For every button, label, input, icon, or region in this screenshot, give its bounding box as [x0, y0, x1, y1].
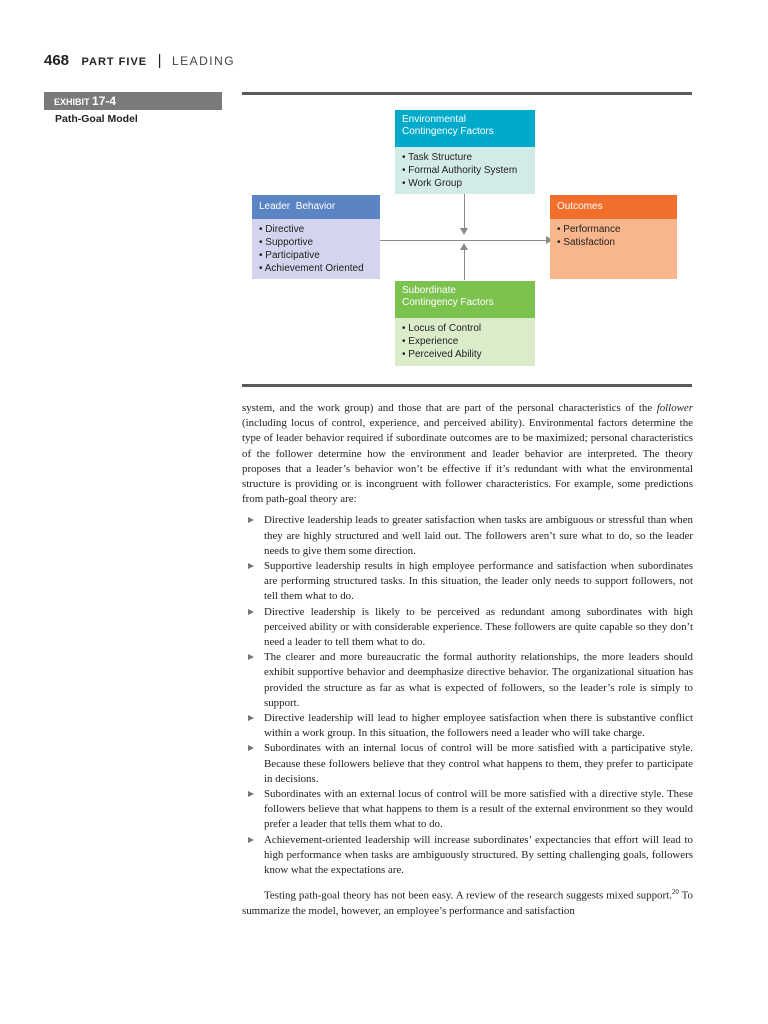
- leader-item: • Participative: [259, 249, 373, 262]
- intro-part-a: system, and the work group) and those that are part of the personal characteristics of the: [242, 402, 657, 414]
- list-item: [242, 559, 693, 605]
- triangle-bullet-icon: [248, 609, 254, 615]
- sub-item: • Perceived Ability: [402, 348, 528, 361]
- page-number: 468: [44, 52, 70, 69]
- section-label: LEADING: [171, 54, 236, 68]
- connector-horizontal: [380, 240, 550, 241]
- list-item-text: Achievement-oriented leadership will increase subordinates’ expectancies that effort will lead to high performance when tasks are ambiguously structured. By setting challenging goals, followers know what the expectations are.: [264, 833, 693, 877]
- triangle-bullet-icon: [248, 654, 254, 660]
- list-item: [242, 650, 693, 711]
- intro-part-b: (including locus of control, experience, and perceived ability). Environmental factors determine the type of leader behavior required if subordinate outcomes are to be maximized; personal characteristics of the follower determine how the environment and leader behavior are interpreted. The theory proposes that a leader’s behavior won’t be effective if it’s redundant with what the environmental structure is providing or is incongruent with follower characteristics. For example, some predictions from path-goal theory are:: [242, 417, 693, 506]
- outcomes-box: [550, 195, 677, 279]
- list-item-text: Subordinates with an external locus of control will be more satisfied with a directive style. These followers believe that what happens to them is a result of the external environment so they would prefer a leader that tells them what to do.: [264, 788, 693, 831]
- exhibit-title: Path-Goal Model: [55, 113, 138, 125]
- list-item: [242, 741, 693, 787]
- outcome-item: • Performance: [557, 223, 670, 236]
- body-text: [242, 401, 693, 919]
- env-item: • Formal Authority System: [402, 164, 528, 177]
- sub-factors-body: [395, 318, 535, 366]
- exhibit-label-bar: [44, 92, 222, 110]
- leader-item: • Supportive: [259, 236, 373, 249]
- env-title-2: Contingency Factors: [402, 126, 494, 137]
- leader-title: Leader Behavior: [259, 201, 336, 212]
- sub-title-2: Contingency Factors: [402, 297, 494, 308]
- arrow-down-icon: [460, 228, 468, 235]
- arrow-up-icon: [460, 243, 468, 250]
- outcome-item: • Satisfaction: [557, 236, 670, 249]
- env-item: • Task Structure: [402, 151, 528, 164]
- diagram-bottom-rule: [242, 384, 692, 387]
- exhibit-label: EXHIBIT: [54, 97, 90, 107]
- list-item-text: Subordinates with an internal locus of control will be more satisfied with a participative style. Because these followers believe that they control what happens to them, they prefer to participate in decisions.: [264, 742, 693, 785]
- list-item: [242, 787, 693, 833]
- closing-part-a: Testing path-goal theory has not been easy. A review of the research suggests mixed support.: [264, 889, 672, 902]
- intro-paragraph: [242, 401, 693, 507]
- intro-emphasis: follower: [656, 402, 693, 414]
- exhibit-number: 17-4: [92, 94, 117, 108]
- triangle-bullet-icon: [248, 791, 254, 797]
- env-title-1: Environmental: [402, 114, 466, 125]
- leader-item: • Achievement Oriented: [259, 262, 373, 275]
- closing-part-b: To summarize the model, however, an employee’s performance and satisfaction: [242, 889, 693, 918]
- list-item: [242, 513, 693, 559]
- header-separator: |: [157, 52, 162, 69]
- sub-factors-header: [395, 281, 535, 318]
- predictions-list: [242, 513, 693, 878]
- env-factors-header: [395, 110, 535, 147]
- list-item-text: The clearer and more bureaucratic the formal authority relationships, the more leaders should exhibit supportive behavior and deemphasize directive behavior. The organizational situation has provided the structure as far as what is expected of followers, so the leader’s role is simply to support.: [264, 651, 693, 709]
- list-item-text: Directive leadership is likely to be perceived as redundant among subordinates with high perceived ability or with considerable experience. These followers are quite capable so they don’t need a leader to tell them what to do.: [264, 605, 693, 649]
- leader-behavior-box: [252, 195, 380, 279]
- list-item-text: Directive leadership will lead to higher employee satisfaction when there is substantive conflict within a work group. In this situation, the followers need a leader who will take charge.: [264, 712, 693, 740]
- leader-item: • Directive: [259, 223, 373, 236]
- leader-behavior-body: [252, 219, 380, 279]
- outcomes-body: [550, 219, 677, 279]
- triangle-bullet-icon: [248, 837, 254, 843]
- list-item: [242, 605, 693, 651]
- outcomes-header: [550, 195, 677, 219]
- triangle-bullet-icon: [248, 745, 254, 751]
- sub-item: • Experience: [402, 335, 528, 348]
- connector-sub-up: [464, 250, 465, 280]
- list-item-text: Directive leadership leads to greater satisfaction when tasks are ambiguous or stressful than when they are highly structured and well laid out. The followers aren’t sure what to do, so the leader needs to give them some direction.: [264, 514, 693, 557]
- triangle-bullet-icon: [248, 517, 254, 523]
- closing-paragraph: [242, 885, 693, 919]
- outcomes-title: Outcomes: [557, 201, 603, 212]
- leader-behavior-header: [252, 195, 380, 219]
- sub-item: • Locus of Control: [402, 322, 528, 335]
- list-item: [242, 711, 693, 741]
- list-item: [242, 833, 693, 879]
- sub-title-1: Subordinate: [402, 285, 456, 296]
- list-item-text: Supportive leadership results in high employee performance and satisfaction when subordinates are performing structured tasks. In this situation, the leader only needs to support followers, not tell them what to do.: [264, 560, 693, 603]
- env-item: • Work Group: [402, 177, 528, 190]
- triangle-bullet-icon: [248, 715, 254, 721]
- part-label: PART FIVE: [81, 56, 148, 68]
- env-factors-body: [395, 147, 535, 194]
- footnote-ref: 20: [671, 888, 679, 897]
- connector-env-down: [464, 194, 465, 230]
- diagram-top-rule: [242, 92, 692, 95]
- env-factors-box: [395, 110, 535, 194]
- sub-factors-box: [395, 281, 535, 366]
- page-header: [44, 52, 235, 70]
- triangle-bullet-icon: [248, 563, 254, 569]
